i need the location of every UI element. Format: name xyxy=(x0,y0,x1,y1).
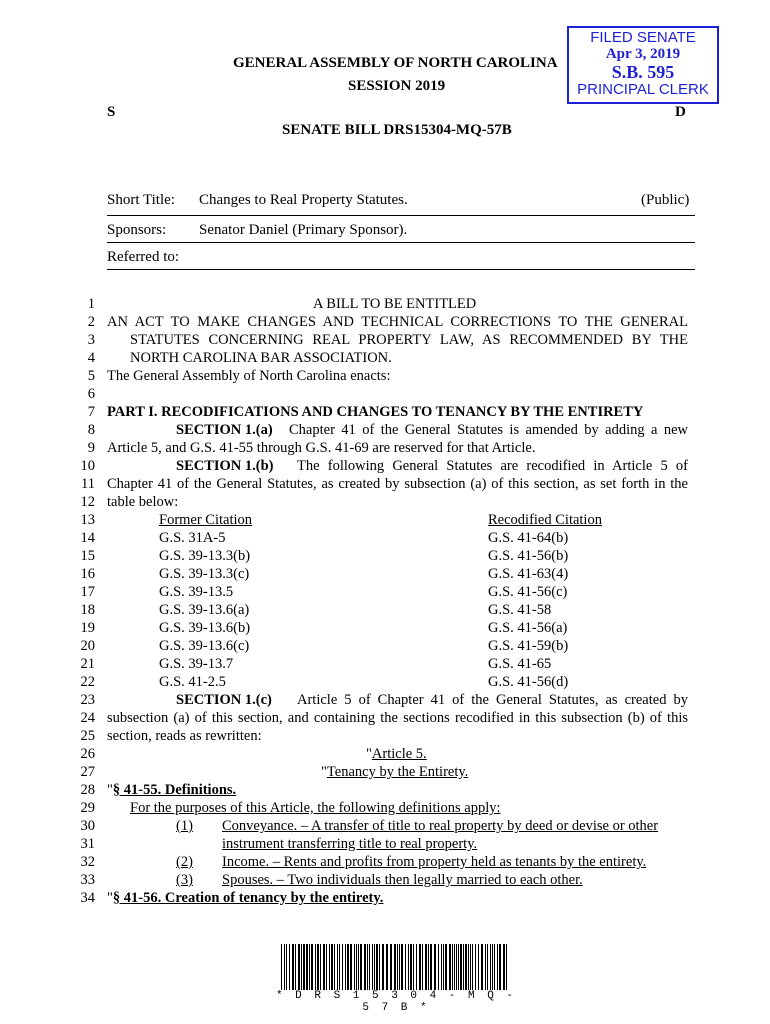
barcode-bar xyxy=(360,944,362,990)
line-number: 20 xyxy=(80,638,95,654)
section-text: section, reads as rewritten: xyxy=(107,728,262,744)
barcode-bar xyxy=(408,944,409,990)
barcode-bar xyxy=(443,944,444,990)
table-cell-recodified: G.S. 41-56(b) xyxy=(488,548,569,564)
divider xyxy=(107,215,695,216)
bill-heading: A BILL TO BE ENTITLED xyxy=(313,296,477,312)
short-title-label: Short Title: xyxy=(107,192,175,208)
line-number: 10 xyxy=(80,458,95,474)
session-title: SESSION 2019 xyxy=(348,78,446,94)
barcode-bar xyxy=(374,944,375,990)
barcode-bar xyxy=(281,944,282,990)
definition-text: Income. – Rents and profits from property held as tenants by the entirety. xyxy=(222,854,647,870)
chamber-code-left: S xyxy=(107,104,116,120)
barcode-bar xyxy=(298,944,300,990)
article-subheading xyxy=(321,763,468,781)
quote-mark: " xyxy=(107,890,113,906)
table-cell-recodified: G.S. 41-63(4) xyxy=(488,566,569,582)
line-number: 5 xyxy=(87,368,95,384)
section-label: SECTION 1.(b) xyxy=(176,458,274,474)
table-cell-recodified: G.S. 41-65 xyxy=(488,656,552,672)
barcode-bar xyxy=(487,944,488,990)
barcode-bar xyxy=(401,944,403,990)
barcode-bar xyxy=(379,944,380,990)
line-number: 30 xyxy=(80,818,95,834)
enacting-clause: The General Assembly of North Carolina enacts: xyxy=(107,368,391,384)
barcode-bar xyxy=(425,944,427,990)
divider xyxy=(107,242,695,243)
barcode-bar xyxy=(463,944,464,990)
table-cell-former: G.S. 39-13.3(c) xyxy=(159,566,250,582)
table-cell-former: G.S. 39-13.5 xyxy=(159,584,234,600)
line-number: 16 xyxy=(80,566,95,582)
barcode-bar xyxy=(470,944,471,990)
line-number: 8 xyxy=(87,422,95,438)
part-heading: PART I. RECODIFICATIONS AND CHANGES TO TENANCY BY THE ENTIRETY xyxy=(107,404,644,420)
line-number: 14 xyxy=(80,530,95,546)
barcode-bar xyxy=(481,944,483,990)
barcode-bar xyxy=(358,944,359,990)
act-title-line: AN ACT TO MAKE CHANGES AND TECHNICAL CORRECTIONS TO THE GENERAL xyxy=(107,314,688,330)
line-number: 3 xyxy=(87,332,95,348)
definition-number: (1) xyxy=(176,818,193,834)
barcode-bar xyxy=(315,944,316,990)
barcode-bar xyxy=(438,944,439,990)
section-text: Chapter 41 of the General Statutes is amended by adding a new xyxy=(289,422,688,438)
filed-stamp xyxy=(567,26,719,104)
table-cell-former: G.S. 39-13.7 xyxy=(159,656,234,672)
section-label: SECTION 1.(a) xyxy=(176,422,273,438)
barcode-bar xyxy=(326,944,327,990)
barcode-bar xyxy=(503,944,505,990)
barcode-bar xyxy=(456,944,457,990)
article-title: Article 5. xyxy=(371,746,427,762)
line-number: 19 xyxy=(80,620,95,636)
table-cell-recodified: G.S. 41-58 xyxy=(488,602,552,618)
table-cell-former: G.S. 39-13.6(a) xyxy=(159,602,250,618)
section-label: SECTION 1.(c) xyxy=(176,692,272,708)
barcode-bar xyxy=(284,944,285,990)
line-number: 22 xyxy=(80,674,95,690)
barcode-bar xyxy=(465,944,467,990)
table-cell-former: G.S. 39-13.6(b) xyxy=(159,620,251,636)
barcode-bar xyxy=(376,944,378,990)
section-1a-label xyxy=(176,421,273,439)
line-number: 29 xyxy=(80,800,95,816)
barcode-bar xyxy=(295,944,296,990)
section-text: subsection (a) of this section, and containing the sections recodified in this subsection (b) of this xyxy=(107,710,688,726)
table-cell-former: G.S. 39-13.6(c) xyxy=(159,638,250,654)
barcode-bar xyxy=(331,944,333,990)
barcode-bar xyxy=(428,944,429,990)
barcode-bar xyxy=(475,944,476,990)
barcode-bar xyxy=(323,944,325,990)
definition-number: (3) xyxy=(176,872,193,888)
barcode-bar xyxy=(399,944,400,990)
draft-code-right: D xyxy=(675,104,686,120)
section-text: table below: xyxy=(107,494,179,510)
definition-text: instrument transferring title to real property. xyxy=(222,836,478,852)
table-cell-recodified: G.S. 41-56(d) xyxy=(488,674,569,690)
table-cell-former: G.S. 39-13.3(b) xyxy=(159,548,251,564)
barcode-bar xyxy=(430,944,432,990)
barcode-bar xyxy=(472,944,473,990)
line-number: 1 xyxy=(87,296,95,312)
barcode-bar xyxy=(419,944,421,990)
line-number: 26 xyxy=(80,746,95,762)
barcode-bar xyxy=(292,944,294,990)
table-cell-recodified: G.S. 41-56(c) xyxy=(488,584,568,600)
barcode-bar xyxy=(454,944,455,990)
referred-label: Referred to: xyxy=(107,249,180,265)
barcode-bar xyxy=(434,944,436,990)
barcode-bar xyxy=(458,944,459,990)
barcode-bar xyxy=(367,944,368,990)
barcode-bar xyxy=(386,944,388,990)
line-number: 21 xyxy=(80,656,95,672)
sponsors-value: Senator Daniel (Primary Sponsor). xyxy=(199,222,408,238)
section-41-55-heading xyxy=(107,781,236,799)
article-subtitle: Tenancy by the Entirety. xyxy=(326,764,469,780)
definition-text: Spouses. – Two individuals then legally married to each other. xyxy=(222,872,583,888)
barcode-bar xyxy=(350,944,352,990)
short-title-value: Changes to Real Property Statutes. xyxy=(199,192,408,208)
definitions-intro: For the purposes of this Article, the following definitions apply: xyxy=(130,800,501,816)
barcode-bar xyxy=(303,944,305,990)
divider xyxy=(107,269,695,270)
barcode-bar xyxy=(441,944,442,990)
line-number: 9 xyxy=(87,440,95,456)
line-number: 28 xyxy=(80,782,95,798)
barcode-bar xyxy=(320,944,321,990)
section-text: The following General Statutes are recodified in Article 5 of xyxy=(297,458,688,474)
section-text: Article 5, and G.S. 41-55 through G.S. 41-69 are reserved for that Article. xyxy=(107,440,536,456)
section-1c-label xyxy=(176,691,272,709)
quote-mark: " xyxy=(366,746,372,762)
line-number: 17 xyxy=(80,584,95,600)
quote-mark: " xyxy=(107,782,113,798)
line-number: 15 xyxy=(80,548,95,564)
barcode-bar xyxy=(494,944,495,990)
line-number: 25 xyxy=(80,728,95,744)
barcode-text: * D R S 1 5 3 0 4 - M Q - 5 7 B * xyxy=(275,990,517,1014)
section-1b-label xyxy=(176,457,274,475)
section-41-56-heading xyxy=(107,889,383,907)
barcode-bar xyxy=(334,944,335,990)
table-header-recodified: Recodified Citation xyxy=(488,512,602,528)
barcode-bar xyxy=(478,944,479,990)
table-cell-former: G.S. 31A-5 xyxy=(159,530,226,546)
line-number: 2 xyxy=(87,314,95,330)
bill-type: (Public) xyxy=(641,192,690,208)
section-heading: § 41-56. Creation of tenancy by the entirety. xyxy=(112,890,384,906)
barcode-bar xyxy=(405,944,406,990)
line-number: 24 xyxy=(80,710,95,726)
barcode-bar xyxy=(356,944,357,990)
barcode-bar xyxy=(390,944,392,990)
barcode-bar xyxy=(339,944,340,990)
table-header-former: Former Citation xyxy=(159,512,253,528)
barcode-bar xyxy=(413,944,414,990)
barcode-bar xyxy=(311,944,313,990)
barcode-bar xyxy=(329,944,330,990)
barcode-bar xyxy=(410,944,412,990)
barcode-bar xyxy=(485,944,486,990)
article-heading xyxy=(366,745,427,763)
barcode xyxy=(281,944,511,990)
line-number: 13 xyxy=(80,512,95,528)
section-text: Article 5 of Chapter 41 of the General Statutes, as created by xyxy=(297,692,688,708)
table-cell-recodified: G.S. 41-59(b) xyxy=(488,638,569,654)
section-heading: § 41-55. Definitions. xyxy=(112,782,237,798)
barcode-bar xyxy=(286,944,287,990)
barcode-bar xyxy=(497,944,498,990)
barcode-bar xyxy=(499,944,501,990)
barcode-bar xyxy=(492,944,493,990)
barcode-bar xyxy=(354,944,355,990)
barcode-bar xyxy=(317,944,319,990)
line-number: 4 xyxy=(87,350,95,366)
barcode-bar xyxy=(347,944,349,990)
assembly-title: GENERAL ASSEMBLY OF NORTH CAROLINA xyxy=(233,55,558,71)
table-cell-recodified: G.S. 41-64(b) xyxy=(488,530,569,546)
barcode-bar xyxy=(342,944,343,990)
barcode-bar xyxy=(422,944,423,990)
barcode-bar xyxy=(306,944,308,990)
line-number: 33 xyxy=(80,872,95,888)
barcode-bar xyxy=(490,944,491,990)
barcode-bar xyxy=(369,944,370,990)
act-title-line: NORTH CAROLINA BAR ASSOCIATION. xyxy=(130,350,392,366)
sponsors-label: Sponsors: xyxy=(107,222,167,238)
stamp-bill-number: S.B. 595 xyxy=(611,62,675,82)
barcode-bar xyxy=(445,944,447,990)
quote-mark: " xyxy=(321,764,327,780)
line-number: 31 xyxy=(80,836,95,852)
barcode-bar xyxy=(345,944,346,990)
table-cell-former: G.S. 41-2.5 xyxy=(159,674,226,690)
barcode-bar xyxy=(372,944,373,990)
act-title-line: STATUTES CONCERNING REAL PROPERTY LAW, AS RECOMMENDED BY THE xyxy=(130,332,688,348)
line-number: 23 xyxy=(80,692,95,708)
barcode-bar xyxy=(506,944,507,990)
line-number: 11 xyxy=(81,476,95,492)
barcode-bar xyxy=(289,944,290,990)
barcode-bar xyxy=(382,944,384,990)
stamp-filed-label: FILED SENATE xyxy=(590,29,696,46)
bill-title: SENATE BILL DRS15304-MQ-57B xyxy=(282,122,512,138)
barcode-bar xyxy=(452,944,453,990)
line-number: 18 xyxy=(80,602,95,618)
section-text: Chapter 41 of the General Statutes, as created by subsection (a) of this section, as set forth in the xyxy=(107,476,688,492)
barcode-bar xyxy=(468,944,469,990)
line-number: 12 xyxy=(80,494,95,510)
stamp-date: Apr 3, 2019 xyxy=(605,46,681,62)
barcode-bar xyxy=(301,944,302,990)
definition-text: Conveyance. – A transfer of title to real property by deed or devise or other xyxy=(222,818,659,834)
line-number: 7 xyxy=(87,404,95,420)
barcode-bar xyxy=(394,944,396,990)
line-number: 34 xyxy=(80,890,95,906)
table-cell-recodified: G.S. 41-56(a) xyxy=(488,620,568,636)
barcode-bar xyxy=(364,944,366,990)
definition-number: (2) xyxy=(176,854,193,870)
barcode-bar xyxy=(309,944,310,990)
barcode-bar xyxy=(397,944,398,990)
barcode-bar xyxy=(460,944,462,990)
barcode-bar xyxy=(337,944,338,990)
line-number: 6 xyxy=(87,386,95,402)
line-number: 27 xyxy=(80,764,95,780)
barcode-bar xyxy=(416,944,417,990)
line-number: 32 xyxy=(80,854,95,870)
barcode-bar xyxy=(449,944,451,990)
stamp-clerk: PRINCIPAL CLERK xyxy=(577,81,709,98)
